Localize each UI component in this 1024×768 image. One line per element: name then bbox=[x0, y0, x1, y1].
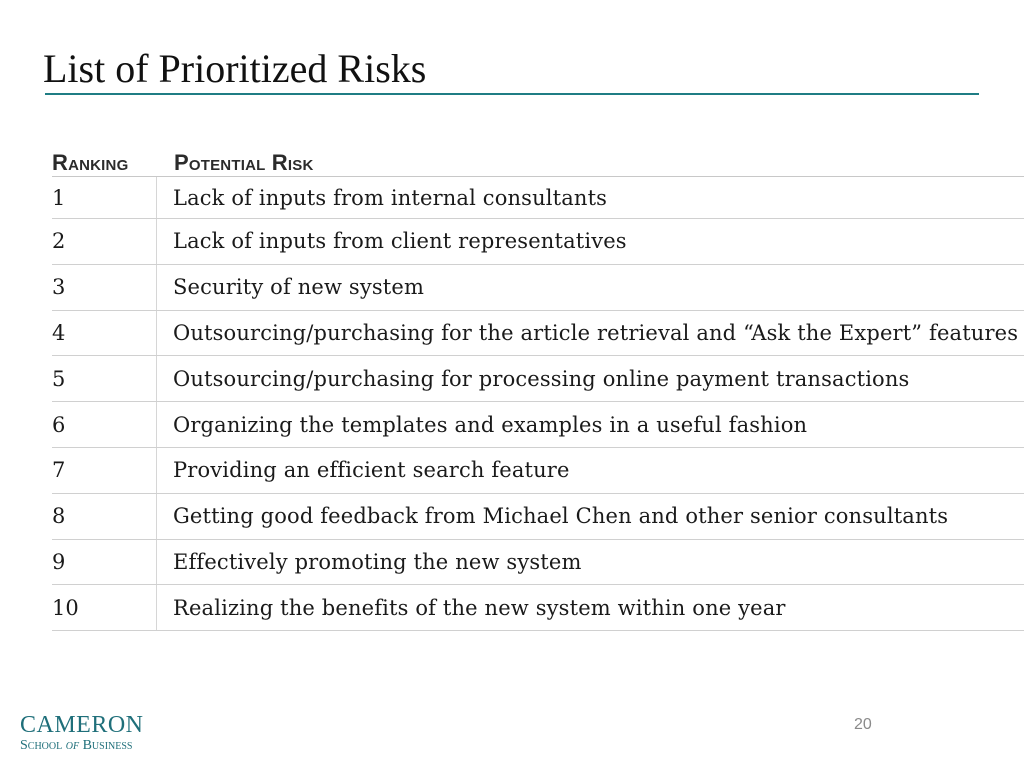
table-row bbox=[52, 585, 1024, 631]
risk-cell: Providing an efficient search feature bbox=[173, 458, 570, 483]
rank-cell: 6 bbox=[52, 402, 157, 447]
risk-cell: Lack of inputs from internal consultants bbox=[173, 185, 608, 210]
rank-cell: 8 bbox=[52, 494, 157, 539]
title-divider bbox=[45, 93, 979, 95]
risk-cell: Realizing the benefits of the new system within one year bbox=[173, 595, 786, 620]
risk-cell: Outsourcing/purchasing for processing online payment transactions bbox=[173, 366, 910, 391]
table-row bbox=[52, 356, 1024, 402]
risk-cell: Getting good feedback from Michael Chen and other senior consultants bbox=[173, 504, 949, 529]
table-row bbox=[52, 494, 1024, 540]
page-number: 20 bbox=[854, 716, 872, 733]
risk-cell: Lack of inputs from client representatives bbox=[173, 229, 627, 254]
table-row bbox=[52, 265, 1024, 311]
table-header bbox=[52, 150, 1024, 177]
cameron-school-logo bbox=[20, 713, 144, 754]
risk-cell: Outsourcing/purchasing for the article retrieval and “Ask the Expert” features bbox=[173, 320, 1019, 345]
header-potential-risk: Potential Risk bbox=[174, 150, 314, 175]
logo-sub-prefix: School bbox=[20, 738, 66, 753]
table-row bbox=[52, 311, 1024, 357]
logo-wordmark: CAMERON bbox=[20, 712, 144, 738]
rank-cell: 1 bbox=[52, 177, 157, 218]
risk-cell: Effectively promoting the new system bbox=[173, 549, 582, 574]
table-row bbox=[52, 540, 1024, 586]
risk-cell: Security of new system bbox=[173, 275, 425, 300]
rank-cell: 10 bbox=[52, 585, 157, 630]
risk-cell: Organizing the templates and examples in a useful fashion bbox=[173, 412, 808, 437]
rank-cell: 9 bbox=[52, 540, 157, 585]
slide-title: List of Prioritized Risks bbox=[43, 46, 427, 91]
logo-subtitle bbox=[20, 738, 144, 754]
table-row bbox=[52, 219, 1024, 265]
rank-cell: 2 bbox=[52, 219, 157, 264]
rank-cell: 5 bbox=[52, 356, 157, 401]
table-row bbox=[52, 177, 1024, 219]
logo-sub-of: of bbox=[65, 738, 80, 753]
header-ranking: Ranking bbox=[52, 150, 129, 175]
risk-table bbox=[52, 150, 1024, 631]
table-row bbox=[52, 448, 1024, 494]
rank-cell: 7 bbox=[52, 448, 157, 493]
table-row bbox=[52, 402, 1024, 448]
logo-sub-suffix: Business bbox=[79, 738, 133, 753]
rank-cell: 3 bbox=[52, 265, 157, 310]
rank-cell: 4 bbox=[52, 311, 157, 356]
